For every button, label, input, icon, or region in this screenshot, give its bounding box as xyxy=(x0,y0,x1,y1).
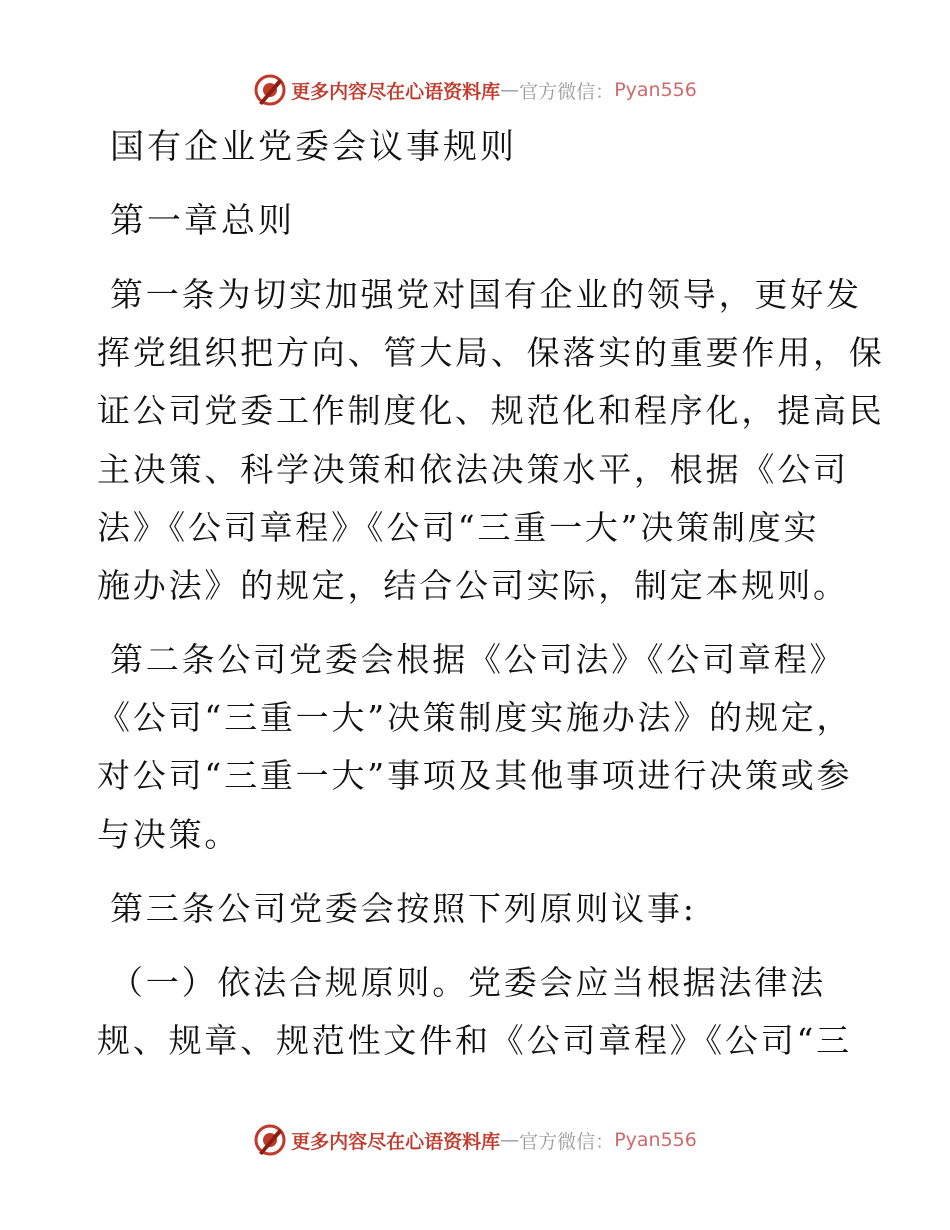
watermark-site: 更多内容尽在心语资料库 xyxy=(291,80,501,103)
watermark-dash: — xyxy=(500,79,520,101)
article-1-line-2: 挥党组织把方向、管大局、保落实的重要作用，保 xyxy=(97,333,885,372)
quill-logo-icon xyxy=(253,1123,287,1157)
article-1-line-3: 证公司党委工作制度化、规范化和程序化，提高民 xyxy=(97,391,885,430)
watermark-dash: — xyxy=(500,1129,520,1151)
article-3-line-1: 第三条公司党委会按照下列原则议事: xyxy=(110,889,697,928)
article-1-line-5: 法》《公司章程》《公司“三重一大”决策制度实 xyxy=(97,508,820,547)
article-1-line-6: 施办法》的规定，结合公司实际，制定本规则。 xyxy=(97,566,849,605)
watermark-footer xyxy=(0,1120,950,1160)
chapter-heading: 第一章总则 xyxy=(110,201,295,241)
article-2-line-2: 《公司“三重一大”决策制度实施办法》的规定， xyxy=(97,698,853,737)
watermark-site: 更多内容尽在心语资料库 xyxy=(291,1130,501,1153)
watermark-label: 官方微信： xyxy=(519,80,615,103)
item-1-line-2: 规、规章、规范性文件和《公司章程》《公司“三 xyxy=(97,1021,852,1060)
watermark-label: 官方微信： xyxy=(519,1130,615,1153)
article-2-line-4: 与决策。 xyxy=(97,815,241,854)
article-2-line-3: 对公司“三重一大”事项及其他事项进行决策或参 xyxy=(97,756,853,795)
document-title: 国有企业党委会议事规则 xyxy=(110,127,517,167)
watermark-header xyxy=(0,70,950,110)
article-1-line-1: 第一条为切实加强党对国有企业的领导，更好发 xyxy=(110,275,862,314)
quill-logo-icon xyxy=(253,73,287,107)
article-1-line-4: 主决策、科学决策和依法决策水平，根据《公司 xyxy=(97,450,849,489)
item-1-line-1: （一）依法合规原则。党委会应当根据法律法 xyxy=(110,963,826,1002)
article-2-line-1: 第二条公司党委会根据《公司法》《公司章程》 xyxy=(110,640,846,679)
watermark-account: Pyan556 xyxy=(614,79,697,101)
watermark-account: Pyan556 xyxy=(614,1129,697,1151)
